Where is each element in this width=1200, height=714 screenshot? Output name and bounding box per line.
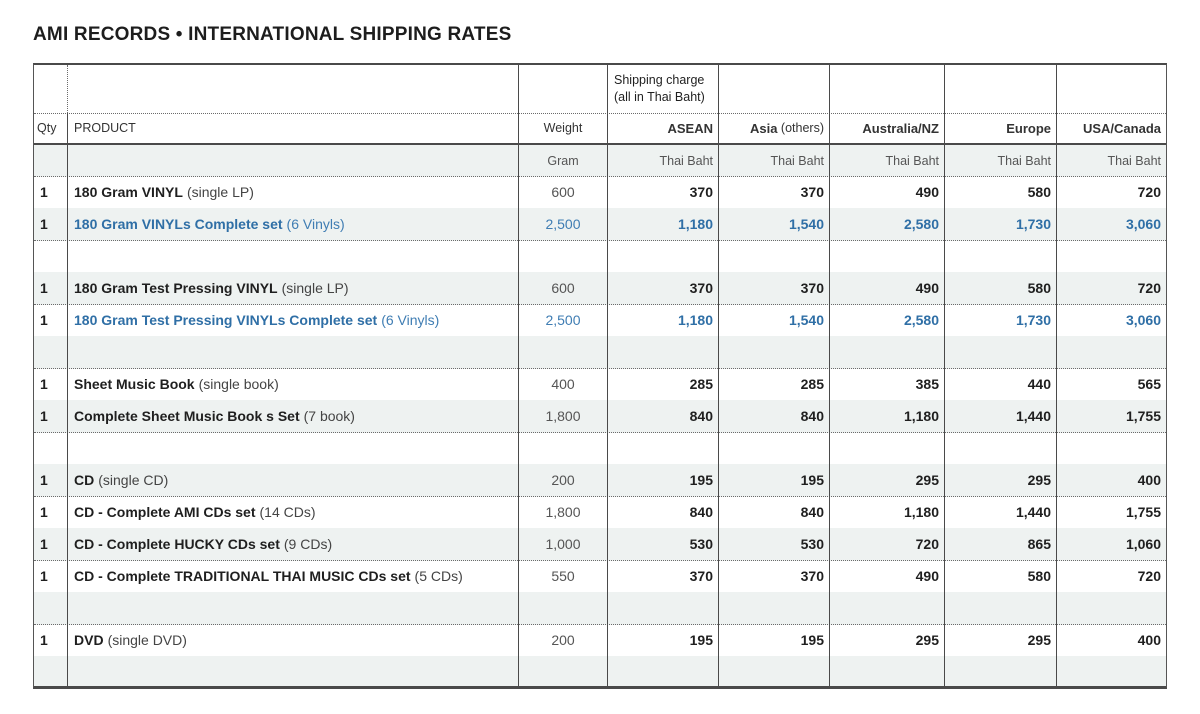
row-weight: 1,800 bbox=[519, 400, 608, 432]
units-row bbox=[34, 145, 1166, 177]
row-asia: 370 bbox=[719, 176, 830, 208]
spacer-cell bbox=[608, 592, 719, 624]
row-usa: 1,755 bbox=[1125, 408, 1161, 424]
row-weight: 1,800 bbox=[519, 496, 608, 528]
row-asia: 1,540 bbox=[719, 304, 830, 336]
row-asean: 370 bbox=[608, 272, 719, 304]
row-qty: 1 bbox=[34, 176, 68, 208]
col-weight: Weight bbox=[519, 113, 608, 143]
row-australia: 490 bbox=[830, 272, 945, 304]
row-australia: 2,580 bbox=[830, 208, 945, 240]
table-row-spacer bbox=[34, 432, 1166, 465]
row-asean: 195 bbox=[608, 464, 719, 496]
col-asia-main: Asia bbox=[749, 120, 778, 136]
spacer-cell bbox=[34, 656, 68, 686]
row-product bbox=[68, 560, 519, 592]
product-note: (7 book) bbox=[303, 408, 355, 424]
spacer-cell bbox=[945, 432, 1057, 464]
row-product bbox=[68, 528, 519, 560]
spacer-cell bbox=[1057, 592, 1166, 624]
row-asia: 1,540 bbox=[719, 208, 830, 240]
unit-europe: Thai Baht bbox=[945, 145, 1057, 176]
row-product bbox=[68, 208, 519, 240]
row-usa: 1,060 bbox=[1125, 536, 1161, 552]
row-asia: 370 bbox=[719, 560, 830, 592]
row-asia: 840 bbox=[719, 400, 830, 432]
spacer-cell bbox=[519, 656, 608, 686]
spacer-cell bbox=[68, 336, 519, 368]
row-usa: 400 bbox=[1137, 472, 1161, 488]
row-qty: 1 bbox=[34, 496, 68, 528]
product-name: CD - Complete AMI CDs set bbox=[74, 504, 256, 520]
spacer-cell bbox=[519, 336, 608, 368]
spacer-cell bbox=[719, 240, 830, 272]
row-australia: 720 bbox=[830, 528, 945, 560]
row-australia: 1,180 bbox=[830, 496, 945, 528]
col-australia: Australia/NZ bbox=[830, 113, 945, 143]
product-name: 180 Gram Test Pressing VINYL bbox=[74, 280, 278, 296]
row-europe: 1,730 bbox=[945, 304, 1057, 336]
header-blank-product bbox=[68, 65, 519, 113]
product-note: (6 Vinyls) bbox=[286, 216, 345, 232]
shipping-charge-line2: (all in Thai Baht) bbox=[614, 90, 705, 104]
product-note: (6 Vinyls) bbox=[381, 312, 440, 328]
row-usa: 3,060 bbox=[1125, 312, 1161, 328]
product-note: (9 CDs) bbox=[283, 536, 333, 552]
header-blank-qty bbox=[34, 65, 68, 113]
product-name: 180 Gram VINYL bbox=[74, 184, 183, 200]
col-asia bbox=[719, 113, 830, 143]
row-weight: 200 bbox=[519, 464, 608, 496]
row-asia: 370 bbox=[719, 272, 830, 304]
row-europe: 295 bbox=[945, 624, 1057, 656]
spacer-cell bbox=[1057, 432, 1166, 464]
header-caption-row bbox=[34, 65, 1166, 114]
table-row bbox=[34, 272, 1166, 305]
spacer-cell bbox=[719, 336, 830, 368]
units-product bbox=[68, 145, 519, 176]
table-row-spacer bbox=[34, 656, 1166, 686]
row-asean: 840 bbox=[608, 496, 719, 528]
spacer-cell bbox=[68, 432, 519, 464]
units-qty bbox=[34, 145, 68, 176]
row-usa: 720 bbox=[1137, 184, 1161, 200]
spacer-cell bbox=[34, 432, 68, 464]
row-asia: 530 bbox=[719, 528, 830, 560]
spacer-cell bbox=[1057, 656, 1166, 686]
spacer-cell bbox=[34, 240, 68, 272]
row-product bbox=[68, 464, 519, 496]
unit-weight: Gram bbox=[519, 145, 608, 176]
row-qty: 1 bbox=[34, 208, 68, 240]
row-product bbox=[68, 368, 519, 400]
row-asean: 1,180 bbox=[608, 208, 719, 240]
spacer-cell bbox=[608, 336, 719, 368]
table-row bbox=[34, 624, 1166, 657]
row-weight: 600 bbox=[519, 272, 608, 304]
product-name: CD - Complete TRADITIONAL THAI MUSIC CDs set bbox=[74, 568, 411, 584]
col-product: PRODUCT bbox=[68, 113, 519, 143]
spacer-cell bbox=[519, 592, 608, 624]
row-product bbox=[68, 496, 519, 528]
product-note: (single DVD) bbox=[107, 632, 187, 648]
spacer-cell bbox=[830, 240, 945, 272]
product-note: (14 CDs) bbox=[259, 504, 316, 520]
row-australia: 1,180 bbox=[830, 400, 945, 432]
row-australia: 295 bbox=[830, 624, 945, 656]
spacer-cell bbox=[519, 240, 608, 272]
row-australia: 490 bbox=[830, 176, 945, 208]
table-row bbox=[34, 368, 1166, 401]
row-qty: 1 bbox=[34, 560, 68, 592]
row-usa: 1,755 bbox=[1125, 504, 1161, 520]
row-weight: 2,500 bbox=[519, 208, 608, 240]
row-europe: 295 bbox=[945, 464, 1057, 496]
row-qty: 1 bbox=[34, 304, 68, 336]
row-australia: 385 bbox=[830, 368, 945, 400]
row-asean: 1,180 bbox=[608, 304, 719, 336]
shipping-charge-caption bbox=[608, 65, 719, 113]
row-qty: 1 bbox=[34, 400, 68, 432]
spacer-cell bbox=[68, 240, 519, 272]
spacer-cell bbox=[945, 240, 1057, 272]
product-name: Complete Sheet Music Book s Set bbox=[74, 408, 300, 424]
spacer-cell bbox=[719, 432, 830, 464]
row-europe: 440 bbox=[945, 368, 1057, 400]
row-asean: 370 bbox=[608, 176, 719, 208]
table-row bbox=[34, 464, 1166, 497]
row-usa: 720 bbox=[1137, 568, 1161, 584]
row-europe: 1,730 bbox=[945, 208, 1057, 240]
spacer-cell bbox=[34, 336, 68, 368]
table-row bbox=[34, 304, 1166, 337]
spacer-cell bbox=[830, 336, 945, 368]
row-usa: 565 bbox=[1137, 376, 1161, 392]
row-europe: 1,440 bbox=[945, 496, 1057, 528]
row-australia: 2,580 bbox=[830, 304, 945, 336]
row-product bbox=[68, 304, 519, 336]
col-asia-note: (others) bbox=[780, 121, 824, 135]
row-europe: 580 bbox=[945, 176, 1057, 208]
row-asean: 530 bbox=[608, 528, 719, 560]
row-product bbox=[68, 272, 519, 304]
spacer-cell bbox=[945, 592, 1057, 624]
spacer-cell bbox=[34, 592, 68, 624]
spacer-cell bbox=[719, 592, 830, 624]
header-blank-aus bbox=[830, 65, 945, 113]
row-australia: 295 bbox=[830, 464, 945, 496]
shipping-rates-table bbox=[33, 63, 1167, 689]
product-name: CD - Complete HUCKY CDs set bbox=[74, 536, 280, 552]
row-usa: 720 bbox=[1137, 280, 1161, 296]
header-blank-weight bbox=[519, 65, 608, 113]
row-qty: 1 bbox=[34, 464, 68, 496]
row-asia: 195 bbox=[719, 464, 830, 496]
row-asia: 285 bbox=[719, 368, 830, 400]
product-note: (5 CDs) bbox=[414, 568, 463, 584]
product-name: CD bbox=[74, 472, 95, 488]
shipping-charge-line1: Shipping charge bbox=[614, 73, 705, 87]
row-product bbox=[68, 400, 519, 432]
header-blank-asia bbox=[719, 65, 830, 113]
row-qty: 1 bbox=[34, 272, 68, 304]
row-asean: 840 bbox=[608, 400, 719, 432]
row-weight: 400 bbox=[519, 368, 608, 400]
unit-australia: Thai Baht bbox=[830, 145, 945, 176]
page-title: AMI RECORDS • INTERNATIONAL SHIPPING RATES bbox=[33, 24, 512, 45]
spacer-cell bbox=[608, 240, 719, 272]
spacer-cell bbox=[830, 592, 945, 624]
table-row bbox=[34, 560, 1166, 593]
spacer-cell bbox=[719, 656, 830, 686]
row-europe: 580 bbox=[945, 560, 1057, 592]
spacer-cell bbox=[608, 432, 719, 464]
table-row bbox=[34, 208, 1166, 241]
spacer-cell bbox=[1057, 336, 1166, 368]
product-name: Sheet Music Book bbox=[74, 376, 195, 392]
row-asia: 840 bbox=[719, 496, 830, 528]
unit-usa: Thai Baht bbox=[1107, 153, 1161, 168]
unit-asia: Thai Baht bbox=[719, 145, 830, 176]
row-qty: 1 bbox=[34, 624, 68, 656]
row-weight: 2,500 bbox=[519, 304, 608, 336]
product-note: (single LP) bbox=[186, 184, 254, 200]
product-name: DVD bbox=[74, 632, 104, 648]
header-columns-row bbox=[34, 113, 1166, 145]
header-blank-usa bbox=[1057, 65, 1166, 113]
header-blank-eu bbox=[945, 65, 1057, 113]
col-europe: Europe bbox=[945, 113, 1057, 143]
row-weight: 1,000 bbox=[519, 528, 608, 560]
product-note: (single LP) bbox=[281, 280, 349, 296]
unit-asean: Thai Baht bbox=[608, 145, 719, 176]
row-asia: 195 bbox=[719, 624, 830, 656]
col-asean: ASEAN bbox=[608, 113, 719, 143]
col-usa: USA/Canada bbox=[1082, 120, 1161, 136]
spacer-cell bbox=[519, 432, 608, 464]
row-europe: 865 bbox=[945, 528, 1057, 560]
spacer-cell bbox=[945, 336, 1057, 368]
row-asean: 370 bbox=[608, 560, 719, 592]
col-qty: Qty bbox=[34, 113, 68, 143]
spacer-cell bbox=[830, 432, 945, 464]
row-asean: 285 bbox=[608, 368, 719, 400]
row-europe: 1,440 bbox=[945, 400, 1057, 432]
table-row bbox=[34, 496, 1166, 529]
spacer-cell bbox=[945, 656, 1057, 686]
product-note: (single book) bbox=[198, 376, 279, 392]
spacer-cell bbox=[830, 656, 945, 686]
row-weight: 600 bbox=[519, 176, 608, 208]
product-note: (single CD) bbox=[98, 472, 169, 488]
product-name: 180 Gram VINYLs Complete set bbox=[74, 216, 283, 232]
spacer-cell bbox=[68, 656, 519, 686]
table-row bbox=[34, 528, 1166, 561]
row-weight: 550 bbox=[519, 560, 608, 592]
row-product bbox=[68, 624, 519, 656]
table-row-spacer bbox=[34, 336, 1166, 369]
row-asean: 195 bbox=[608, 624, 719, 656]
row-product bbox=[68, 176, 519, 208]
product-name: 180 Gram Test Pressing VINYLs Complete set bbox=[74, 312, 378, 328]
row-europe: 580 bbox=[945, 272, 1057, 304]
row-weight: 200 bbox=[519, 624, 608, 656]
row-qty: 1 bbox=[34, 368, 68, 400]
row-usa: 400 bbox=[1137, 632, 1161, 648]
table-row-spacer bbox=[34, 240, 1166, 273]
row-usa: 3,060 bbox=[1125, 216, 1161, 232]
table-row bbox=[34, 176, 1166, 209]
spacer-cell bbox=[608, 656, 719, 686]
spacer-cell bbox=[1057, 240, 1166, 272]
table-row-spacer bbox=[34, 592, 1166, 625]
row-qty: 1 bbox=[34, 528, 68, 560]
spacer-cell bbox=[68, 592, 519, 624]
table-row bbox=[34, 400, 1166, 433]
row-australia: 490 bbox=[830, 560, 945, 592]
